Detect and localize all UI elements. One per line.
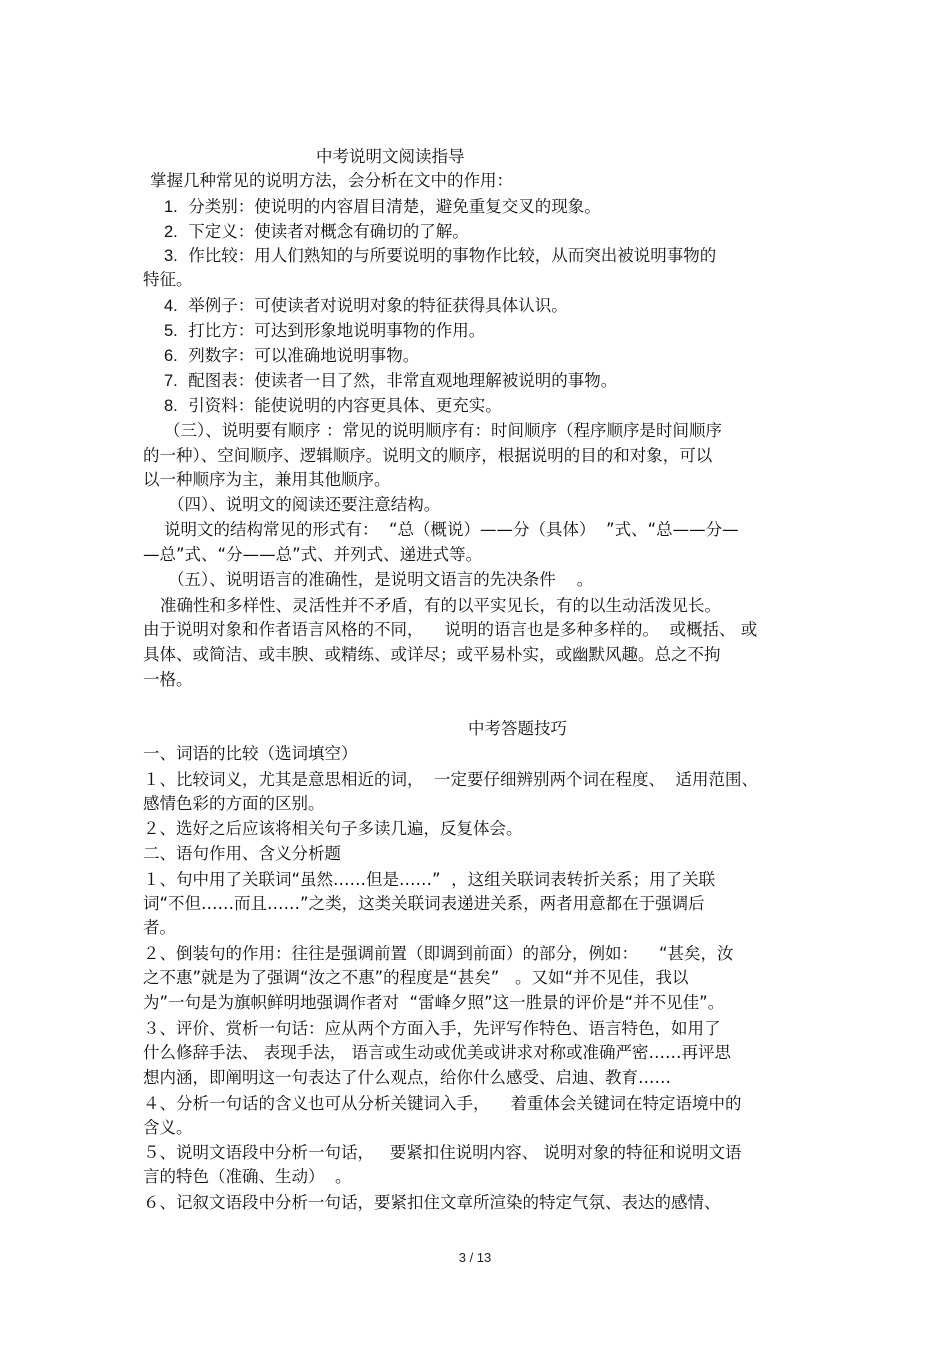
method-number: 5. <box>164 322 178 340</box>
subheading: 二、语句作用、含义分析题 <box>143 844 341 863</box>
method-text: 引资料：能使说明的内容更具体、更充实。 <box>188 396 502 415</box>
paragraph-line: 者。 <box>143 918 176 937</box>
method-number: 4. <box>164 297 178 315</box>
method-continuation: 特征。 <box>143 270 193 289</box>
method-text: 分类别：使说明的内容眉目清楚，避免重复交叉的现象。 <box>188 197 601 216</box>
subheading: 一、词语的比较（选词填空） <box>143 744 358 763</box>
section-title-expository: 中考说明文阅读指导 <box>316 147 465 166</box>
paragraph-line: 为”一句是为旗帜鲜明地强调作者对 “雷峰夕照”这一胜景的评价是“并不见佳”。 <box>143 993 725 1012</box>
method-number: 8. <box>164 397 178 415</box>
page-number: 3 / 13 <box>458 1250 492 1265</box>
intro-line: 掌握几种常见的说明方法，会分析在文中的作用： <box>150 171 513 190</box>
paragraph-line: 以一种顺序为主，兼用其他顺序。 <box>143 470 391 489</box>
method-text: 作比较：用人们熟知的与所要说明的事物作比较，从而突出被说明事物的 <box>188 246 717 265</box>
paragraph-line: ２、倒装句的作用：往往是强调前置（即调到前面）的部分，例如： “甚矣，汝 <box>143 944 734 963</box>
paragraph-line: 感情色彩的方面的区别。 <box>143 794 325 813</box>
paragraph-line: 什么修辞手法、 表现手法， 语言或生动或优美或讲求对称或准确严密……再评思 <box>143 1043 731 1062</box>
paragraph-line: ４、分析一句话的含义也可从分析关键词入手， 着重体会关键词在特定语境中的 <box>143 1094 742 1113</box>
paragraph-line: 由于说明对象和作者语言风格的不同， 说明的语言也是多种多样的。 或概括、 或 <box>143 620 758 639</box>
method-text: 举例子：可使读者对说明对象的特征获得具体认识。 <box>188 296 568 315</box>
paragraph-line: （三）、说明要有顺序 ：常见的说明顺序有：时间顺序（程序顺序是时间顺序 <box>164 421 722 440</box>
method-item <box>164 246 716 266</box>
method-item <box>164 396 502 416</box>
paragraph-line: 的一种）、空间顺序、逻辑顺序。说明文的顺序，根据说明的目的和对象，可以 <box>143 446 713 465</box>
paragraph-line: 说明文的结构常见的形式有： “总（概说）——分（具体） ”式、“总——分— <box>164 520 739 539</box>
method-text: 列数字：可以准确地说明事物。 <box>188 346 420 365</box>
method-item <box>164 346 419 366</box>
paragraph-line: —总”式、“分——总”式、并列式、递进式等。 <box>143 545 483 564</box>
method-text: 配图表：使读者一目了然，非常直观地理解被说明的事物。 <box>188 371 618 390</box>
paragraph-line: 具体、或简洁、或丰腴、或精练、或详尽；或平易朴实，或幽默风趣。总之不拘 <box>143 645 721 664</box>
method-item <box>164 321 485 341</box>
paragraph-line: ６、记叙文语段中分析一句话，要紧扣住文章所渲染的特定气氛、表达的感情、 <box>143 1193 721 1212</box>
paragraph-line: 词“不但……而且……”之类，这类关联词表递进关系，两者用意都在于强调后 <box>143 894 705 913</box>
paragraph-line: （五）、说明语言的准确性，是说明文语言的先决条件 。 <box>168 570 594 589</box>
paragraph-line: 一格。 <box>143 670 193 689</box>
method-item <box>164 296 568 316</box>
paragraph-line: １、句中用了关联词“虽然……但是……” ，这组关联词表转折关系；用了关联 <box>143 870 716 889</box>
paragraph-line: ３、评价、赏析一句话：应从两个方面入手，先评写作特色、语言特色，如用了 <box>143 1019 721 1038</box>
paragraph-line: 之不惠”就是为了强调“汝之不惠”的程度是“甚矣” 。又如“并不见佳，我以 <box>143 968 689 987</box>
method-item <box>164 371 617 391</box>
paragraph-line: 想内涵，即阐明这一句表达了什么观点，给你什么感受、启迪、教育…… <box>143 1068 671 1087</box>
method-number: 6. <box>164 347 178 365</box>
method-text: 下定义：使读者对概念有确切的了解。 <box>188 222 469 241</box>
section-title-tips: 中考答题技巧 <box>468 719 567 738</box>
method-number: 3. <box>164 247 178 265</box>
paragraph-line: １、比较词义，尤其是意思相近的词， 一定要仔细辨别两个词在程度、 适用范围、 <box>143 770 758 789</box>
paragraph-line: ５、说明文语段中分析一句话， 要紧扣住说明内容、 说明对象的特征和说明文语 <box>143 1143 742 1162</box>
method-number: 1. <box>164 198 178 216</box>
paragraph-line: 言的特色（准确、生动） 。 <box>143 1167 352 1186</box>
method-number: 7. <box>164 372 178 390</box>
paragraph-line: 准确性和多样性、灵活性并不矛盾，有的以平实见长，有的以生动活泼见长。 <box>160 596 721 615</box>
paragraph-line: 含义。 <box>143 1118 193 1137</box>
method-item <box>164 222 469 242</box>
method-text: 打比方：可达到形象地说明事物的作用。 <box>188 321 486 340</box>
method-item <box>164 197 601 217</box>
paragraph-line: （四）、说明文的阅读还要注意结构。 <box>168 495 441 514</box>
paragraph-line: ２、选好之后应该将相关句子多读几遍，反复体会。 <box>143 819 523 838</box>
method-number: 2. <box>164 223 178 241</box>
